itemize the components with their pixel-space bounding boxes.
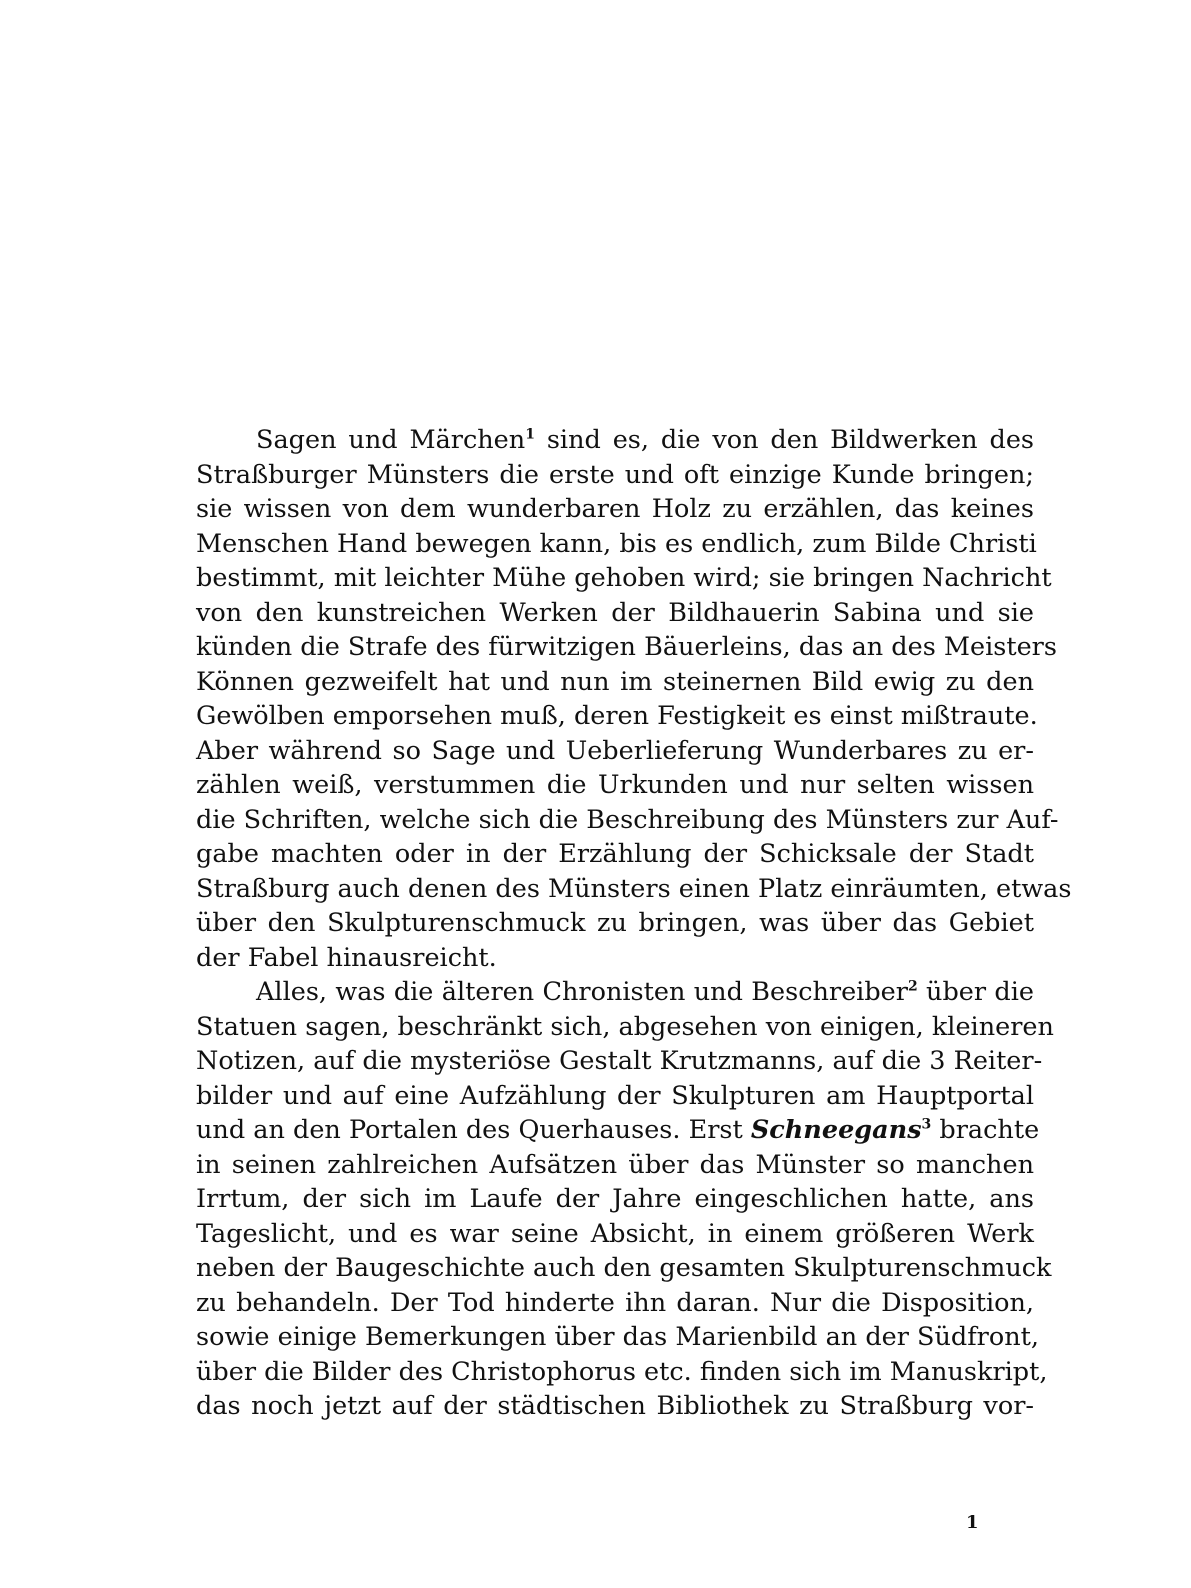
text-line	[196, 975, 1034, 1010]
text-line: zu behandeln. Der Tod hinderte ihn daran. Nur die Disposition,	[196, 1287, 1034, 1318]
text-span: Sagen und Märchen	[256, 425, 526, 455]
page-number: 1	[966, 1512, 979, 1533]
text-line: Menschen Hand bewegen kann, bis es endlich, zum Bilde Christi	[196, 528, 1037, 559]
text-line: gabe machten oder in der Erzählung der Schicksale der Stadt	[196, 839, 1034, 869]
text-span: brachte	[931, 1115, 1040, 1145]
text-line: die Schriften, welche sich die Beschreibung des Münsters zur Auf-	[196, 804, 1059, 835]
text-line: der Fabel hinausreicht.	[196, 942, 497, 973]
text-line: neben der Baugeschichte auch den gesamten Skulpturenschmuck	[196, 1253, 1052, 1283]
footnote-marker: 2	[907, 978, 918, 995]
text-line: bestimmt, mit leichter Mühe gehoben wird; sie bringen Nachricht	[196, 563, 1052, 593]
text-line: Statuen sagen, beschränkt sich, abgesehen von einigen, kleineren	[196, 1011, 1054, 1042]
text-line	[196, 423, 1034, 458]
text-line: Straßburg auch denen des Münsters einen Platz einräumten, etwas	[196, 873, 1072, 904]
text-line: von den kunstreichen Werken der Bildhauerin Sabina und sie	[196, 597, 1034, 628]
text-line: in seinen zahlreichen Aufsätzen über das Münster so manchen	[196, 1149, 1034, 1180]
text-line: sie wissen von dem wunderbaren Holz zu erzählen, das keines	[196, 494, 1034, 524]
text-line	[196, 1113, 1040, 1148]
text-line: Notizen, auf die mysteriöse Gestalt Krutzmanns, auf die 3 Reiter-	[196, 1046, 1043, 1076]
text-line: künden die Strafe des fürwitzigen Bäuerleins, das an des Meisters	[196, 632, 1057, 662]
text-span: Alles, was die älteren Chronisten und Beschreiber	[256, 977, 908, 1007]
text-line: das noch jetzt auf der städtischen Bibliothek zu Straßburg vor-	[196, 1391, 1034, 1421]
text-span: und an den Portalen des Querhauses. Erst	[196, 1115, 751, 1145]
text-line: über den Skulpturenschmuck zu bringen, was über das Gebiet	[196, 908, 1034, 938]
text-line: Gewölben emporsehen muß, deren Festigkeit es einst mißtraute.	[196, 701, 1038, 731]
footnote-marker: 3	[921, 1116, 932, 1133]
text-line: zählen weiß, verstummen die Urkunden und nur selten wissen	[196, 770, 1034, 800]
author-name: Schneegans	[750, 1115, 922, 1145]
text-line: bilder und auf eine Aufzählung der Skulpturen am Hauptportal	[196, 1080, 1034, 1111]
text-line: Aber während so Sage und Ueberlieferung Wunderbares zu er-	[196, 735, 1034, 766]
footnote-marker: 1	[525, 426, 535, 443]
body-text	[196, 423, 1072, 1424]
text-span: sind es, die von den Bildwerken des	[534, 425, 1034, 455]
text-line: Straßburger Münsters die erste und oft einzige Kunde bringen;	[196, 459, 1034, 490]
text-span: über die	[917, 977, 1035, 1007]
text-line: Irrtum, der sich im Laufe der Jahre eingeschlichen hatte, ans	[196, 1184, 1034, 1214]
text-line: sowie einige Bemerkungen über das Marienbild an der Südfront,	[196, 1322, 1039, 1352]
text-line: Tageslicht, und es war seine Absicht, in einem größeren Werk	[196, 1218, 1034, 1249]
text-line: Können gezweifelt hat und nun im steinernen Bild ewig zu den	[196, 666, 1034, 697]
text-line: über die Bilder des Christophorus etc. finden sich im Manuskript,	[196, 1356, 1048, 1387]
